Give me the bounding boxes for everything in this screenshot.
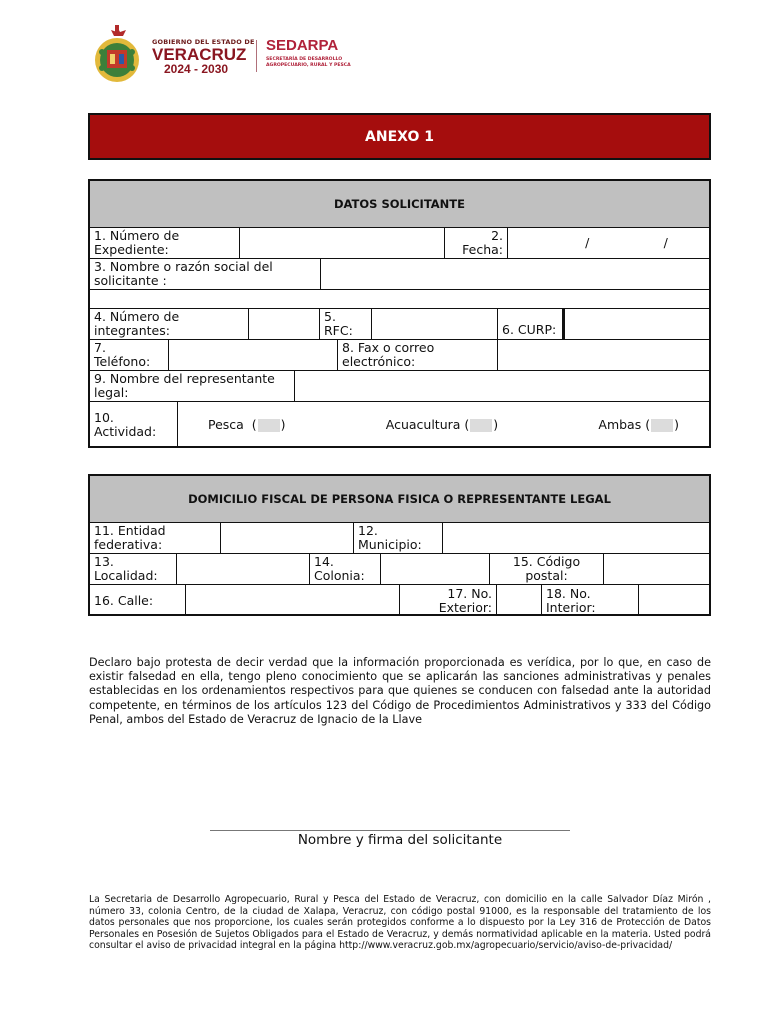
header-divider <box>256 40 257 72</box>
ambas-label: Ambas <box>598 416 642 432</box>
blank-field[interactable] <box>90 290 709 308</box>
telefono-label: 7. Teléfono: <box>90 340 169 370</box>
header-logos <box>90 22 450 88</box>
option-ambas: Ambas ( ) <box>598 416 679 432</box>
calle-field[interactable] <box>186 585 400 616</box>
row-blank <box>90 290 709 309</box>
interior-field[interactable] <box>639 585 709 616</box>
acuacultura-checkbox[interactable] <box>470 419 492 432</box>
localidad-field[interactable] <box>177 554 310 584</box>
expediente-label: 1. Número de Expediente: <box>90 228 240 258</box>
agency-subtitle-2: AGROPECUARIO, RURAL Y PESCA <box>266 63 351 68</box>
exterior-field[interactable] <box>497 585 542 616</box>
agency-name: SEDARPA <box>266 37 339 54</box>
row-telefono <box>90 340 709 371</box>
row-entidad <box>90 523 709 554</box>
interior-label: 18. No. Interior: <box>542 585 639 616</box>
codigo-postal-label: 15. Código postal: <box>490 554 604 584</box>
row-expediente <box>90 228 709 259</box>
date-separator: / <box>585 235 590 250</box>
curp-label: 6. CURP: <box>498 309 565 339</box>
correo-label: 8. Fax o correo electrónico: <box>338 340 498 370</box>
acuacultura-label: Acuacultura <box>385 416 461 432</box>
codigo-postal-field[interactable] <box>604 554 709 584</box>
row-actividad <box>90 402 709 447</box>
gov-logo-text <box>152 38 255 76</box>
veracruz-crest-icon <box>92 24 142 84</box>
row-calle <box>90 585 709 616</box>
localidad-label: 13. Localidad: <box>90 554 177 584</box>
integrantes-field[interactable] <box>249 309 320 339</box>
domicilio-heading: DOMICILIO FISCAL DE PERSONA FISICA O REPRESENTANTE LEGAL <box>90 476 709 523</box>
calle-label: 16. Calle: <box>90 585 186 616</box>
actividad-options <box>178 402 709 447</box>
ambas-checkbox[interactable] <box>651 419 673 432</box>
date-separator: / <box>663 235 668 250</box>
row-representante <box>90 371 709 402</box>
domicilio-table <box>88 474 711 616</box>
exterior-label: 17. No. Exterior: <box>400 585 497 616</box>
row-localidad <box>90 554 709 585</box>
privacy-notice: La Secretaria de Desarrollo Agropecuario, Rural y Pesca del Estado de Veracruz, con domicilio en la calle Salvador Díaz Mirón , número 33, colonia Centro, de la ciudad de Xalapa, Veracruz, con código postal 91000, es la responsable del tratamiento de los datos personales que nos proporcione, los cuales serán protegidos conforme a lo dispuesto por la Ley 316 de Protección de Datos Personales en Posesión de Sujetos Obligados para el Estado de Veracruz, y demás normatividad aplicable en la materia. Usted podrá consultar el aviso de privacidad integral en la página http://www.veracruz.gob.mx/agropecuario/servicio/aviso-de-privacidad/ <box>89 894 711 952</box>
solicitante-heading: DATOS SOLICITANTE <box>90 181 709 228</box>
gov-years: 2024 - 2030 <box>164 62 229 76</box>
curp-field[interactable] <box>565 309 709 339</box>
solicitante-table <box>88 179 711 448</box>
option-pesca: Pesca ( ) <box>208 416 286 432</box>
signature-line[interactable] <box>210 830 570 831</box>
entidad-label: 11. Entidad federativa: <box>90 523 221 553</box>
gov-small-text: GOBIERNO DEL ESTADO DE <box>152 38 255 46</box>
colonia-label: 14. Colonia: <box>310 554 381 584</box>
declaration-text: Declaro bajo protesta de decir verdad que la información proporcionada es verídica, por lo que, en caso de existir falsedad en ella, tengo pleno conocimiento que se aplicarán las sanciones administrativas y penales establecidas en los ordenamientos respectivos para que quienes se conducen con falsedad ante la autoridad competente, en términos de los artículos 123 del Código de Procedimientos Administrativos y 333 del Código Penal, ambos del Estado de Veracruz de Ignacio de la Llave <box>89 656 711 726</box>
colonia-field[interactable] <box>381 554 490 584</box>
representante-label: 9. Nombre del representante legal: <box>90 371 295 401</box>
signature-label: Nombre y firma del solicitante <box>297 832 503 848</box>
nombre-field[interactable] <box>321 259 709 289</box>
actividad-label: 10. Actividad: <box>90 402 178 447</box>
expediente-field[interactable] <box>240 228 445 258</box>
representante-field[interactable] <box>295 371 709 401</box>
state-name: VERACRUZ <box>152 45 247 64</box>
pesca-checkbox[interactable] <box>258 419 280 432</box>
row-integrantes <box>90 309 709 340</box>
telefono-field[interactable] <box>169 340 338 370</box>
entidad-field[interactable] <box>221 523 354 553</box>
integrantes-label: 4. Número de integrantes: <box>90 309 249 339</box>
nombre-label: 3. Nombre o razón social del solicitante : <box>90 259 321 289</box>
row-nombre <box>90 259 709 290</box>
anexo-title: ANEXO 1 <box>88 113 711 160</box>
agency-subtitle-1: SECRETARÍA DE DESARROLLO <box>266 57 343 62</box>
correo-field[interactable] <box>498 340 709 370</box>
pesca-label: Pesca <box>208 416 244 432</box>
sedarpa-logo <box>266 38 396 69</box>
option-acuacultura: Acuacultura ( ) <box>385 416 499 432</box>
fecha-label: 2. Fecha: <box>445 228 508 258</box>
rfc-field[interactable] <box>372 309 498 339</box>
municipio-field[interactable] <box>443 523 709 553</box>
municipio-label: 12. Municipio: <box>354 523 443 553</box>
rfc-label: 5. RFC: <box>320 309 372 339</box>
fecha-field[interactable] <box>508 228 709 258</box>
